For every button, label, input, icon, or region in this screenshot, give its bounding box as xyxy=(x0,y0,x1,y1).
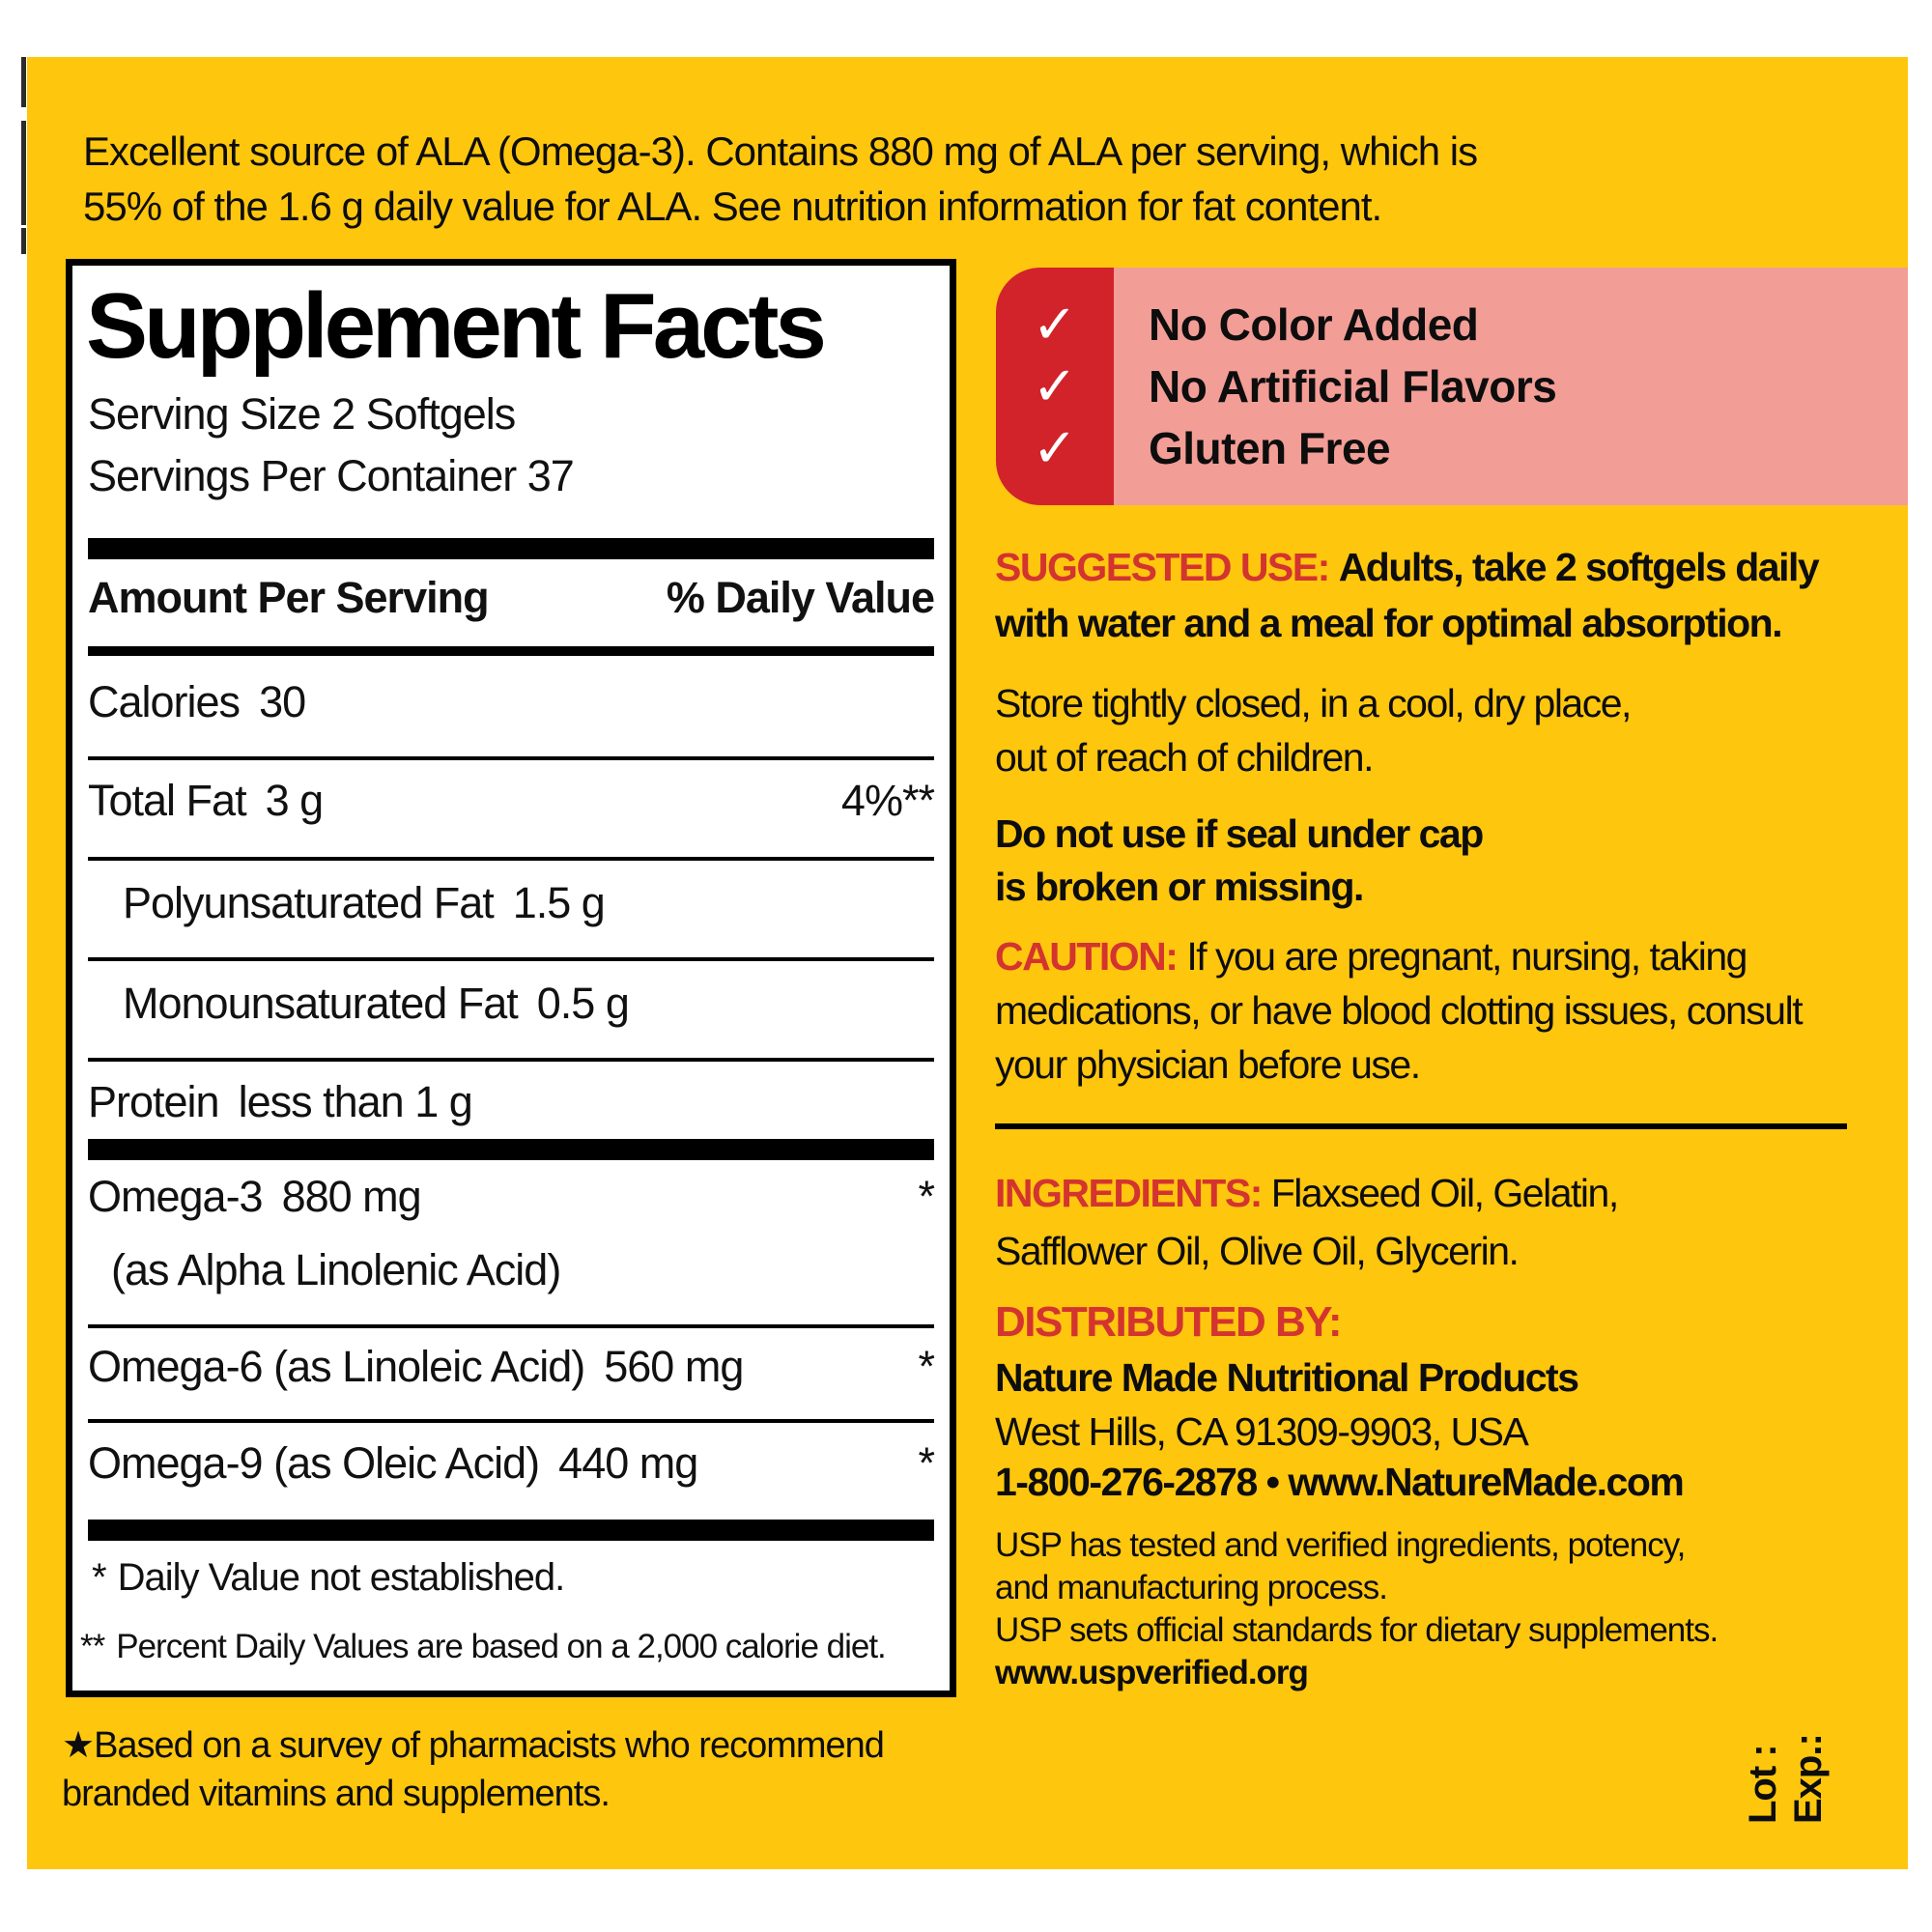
usp-line2: and manufacturing process. xyxy=(995,1569,1387,1606)
footnote1-symbol: * xyxy=(92,1556,106,1599)
suggested-use-section xyxy=(995,539,1898,651)
table-row-calories xyxy=(88,677,934,727)
claims-list xyxy=(1149,268,1556,505)
seal-warning xyxy=(995,808,1898,914)
footnote2-text: Percent Daily Values are based on a 2,000 calorie diet. xyxy=(116,1628,886,1665)
separator-bar-medium xyxy=(88,646,934,656)
usp-line1: USP has tested and verified ingredients, potency, xyxy=(995,1526,1686,1564)
omega6-dv: * xyxy=(918,1342,934,1391)
checkmark-icon: ✓ xyxy=(1032,417,1078,478)
claim-no-color-added: No Color Added xyxy=(1149,299,1479,350)
omega6-label: Omega-6 (as Linoleic Acid) xyxy=(88,1342,585,1391)
storage-instructions xyxy=(995,676,1898,784)
caution-section xyxy=(995,929,1898,1092)
ala-source-note-line1: Excellent source of ALA (Omega-3). Contains 880 mg of ALA per serving, which is xyxy=(83,128,1478,174)
omega3-sub-label: (as Alpha Linolenic Acid) xyxy=(111,1245,561,1294)
footnote1-text: Daily Value not established. xyxy=(117,1556,565,1599)
supplement-facts-title: Supplement Facts xyxy=(86,274,823,378)
print-registration-mark xyxy=(21,57,26,107)
caution-line1: If you are pregnant, nursing, taking xyxy=(1186,934,1747,979)
separator-line xyxy=(88,857,934,861)
column-headers xyxy=(88,573,934,623)
usp-line3: USP sets official standards for dietary supplements. xyxy=(995,1611,1719,1649)
separator-line xyxy=(88,756,934,760)
calories-label: Calories xyxy=(88,677,241,726)
omega9-dv: * xyxy=(918,1438,934,1488)
servings-per-container: Servings Per Container 37 xyxy=(88,451,574,500)
total-fat-dv: 4%** xyxy=(840,776,934,825)
seal-warning-line2: is broken or missing. xyxy=(995,865,1363,909)
mono-fat-amount: 0.5 g xyxy=(536,979,629,1028)
daily-value-header: % Daily Value xyxy=(666,573,934,622)
omega3-label: Omega-3 xyxy=(88,1172,263,1221)
claim-gluten-free: Gluten Free xyxy=(1149,423,1391,473)
separator-bar-thick xyxy=(88,538,934,559)
omega9-amount: 440 mg xyxy=(558,1438,698,1488)
lot-label: Lot : xyxy=(1742,1745,1784,1824)
storage-line2: out of reach of children. xyxy=(995,735,1373,780)
caution-line3: your physician before use. xyxy=(995,1042,1420,1087)
usp-website: www.uspverified.org xyxy=(995,1654,1308,1691)
ingredients-line1: Flaxseed Oil, Gelatin, xyxy=(1270,1171,1618,1215)
separator-bar-thick xyxy=(88,1520,934,1541)
supplement-facts-panel xyxy=(66,259,956,1697)
ingredients-section xyxy=(995,1164,1898,1280)
footnote2-symbol: ** xyxy=(80,1628,105,1665)
distributed-by-label: DISTRIBUTED BY: xyxy=(995,1298,1342,1346)
distributor-name: Nature Made Nutritional Products xyxy=(995,1355,1578,1400)
mono-fat-label: Monounsaturated Fat xyxy=(123,979,518,1028)
table-row-total-fat xyxy=(88,776,934,826)
footnote-daily-value xyxy=(92,1556,934,1600)
total-fat-amount: 3 g xyxy=(265,776,324,825)
calories-amount: 30 xyxy=(259,677,306,726)
exp-label: Exp.: xyxy=(1787,1734,1830,1824)
checkmark-icon: ✓ xyxy=(1032,355,1078,416)
separator-line xyxy=(88,1324,934,1328)
omega6-amount: 560 mg xyxy=(604,1342,744,1391)
table-row-protein xyxy=(88,1077,934,1127)
section-divider xyxy=(995,1123,1847,1129)
ala-source-note-line2: 55% of the 1.6 g daily value for ALA. See nutrition information for fat content. xyxy=(83,184,1382,229)
claim-no-artificial-flavors: No Artificial Flavors xyxy=(1149,361,1557,412)
survey-footnote-line2: branded vitamins and supplements. xyxy=(62,1774,610,1814)
serving-size: Serving Size 2 Softgels xyxy=(88,389,516,439)
table-row-omega9 xyxy=(88,1438,934,1489)
survey-footnote-line1: ★Based on a survey of pharmacists who recommend xyxy=(62,1725,884,1766)
suggested-use-line1: Adults, take 2 softgels daily xyxy=(1338,545,1819,589)
checkmark-strip xyxy=(996,268,1114,505)
seal-warning-line1: Do not use if seal under cap xyxy=(995,811,1483,856)
separator-line xyxy=(88,1419,934,1423)
protein-label: Protein xyxy=(88,1077,219,1126)
separator-bar-thick xyxy=(88,1139,934,1160)
ingredients-line2: Safflower Oil, Olive Oil, Glycerin. xyxy=(995,1229,1519,1273)
distributor-phone-web: 1-800-276-2878 • www.NatureMade.com xyxy=(995,1460,1684,1504)
total-fat-label: Total Fat xyxy=(88,776,246,825)
print-registration-mark xyxy=(21,121,26,225)
omega3-dv: * xyxy=(918,1172,934,1221)
amount-per-serving-header: Amount Per Serving xyxy=(88,573,489,622)
lot-exp-area xyxy=(1741,1660,1833,1824)
storage-line1: Store tightly closed, in a cool, dry place, xyxy=(995,681,1631,725)
distributor-address: West Hills, CA 91309-9903, USA xyxy=(995,1409,1528,1454)
omega3-amount: 880 mg xyxy=(281,1172,421,1221)
table-row-monounsaturated-fat xyxy=(123,979,934,1029)
suggested-use-line2: with water and a meal for optimal absorption. xyxy=(995,601,1782,645)
omega9-label: Omega-9 (as Oleic Acid) xyxy=(88,1438,540,1488)
ingredients-label: INGREDIENTS: xyxy=(995,1171,1262,1215)
poly-fat-amount: 1.5 g xyxy=(512,878,605,927)
separator-line xyxy=(88,957,934,961)
table-row-polyunsaturated-fat xyxy=(123,878,934,928)
protein-amount: less than 1 g xyxy=(238,1077,472,1126)
footnote-percent-dv xyxy=(80,1628,934,1666)
claims-box xyxy=(996,268,1908,505)
table-row-omega6 xyxy=(88,1342,934,1392)
print-registration-mark xyxy=(21,228,26,254)
caution-label: CAUTION: xyxy=(995,934,1178,979)
poly-fat-label: Polyunsaturated Fat xyxy=(123,878,494,927)
checkmark-icon: ✓ xyxy=(1032,294,1078,355)
suggested-use-label: SUGGESTED USE: xyxy=(995,545,1329,589)
table-row-omega3 xyxy=(88,1172,934,1222)
caution-line2: medications, or have blood clotting issues, consult xyxy=(995,988,1803,1033)
separator-line xyxy=(88,1058,934,1062)
ala-source-note xyxy=(83,124,1477,234)
pharmacist-survey-footnote xyxy=(62,1721,884,1818)
